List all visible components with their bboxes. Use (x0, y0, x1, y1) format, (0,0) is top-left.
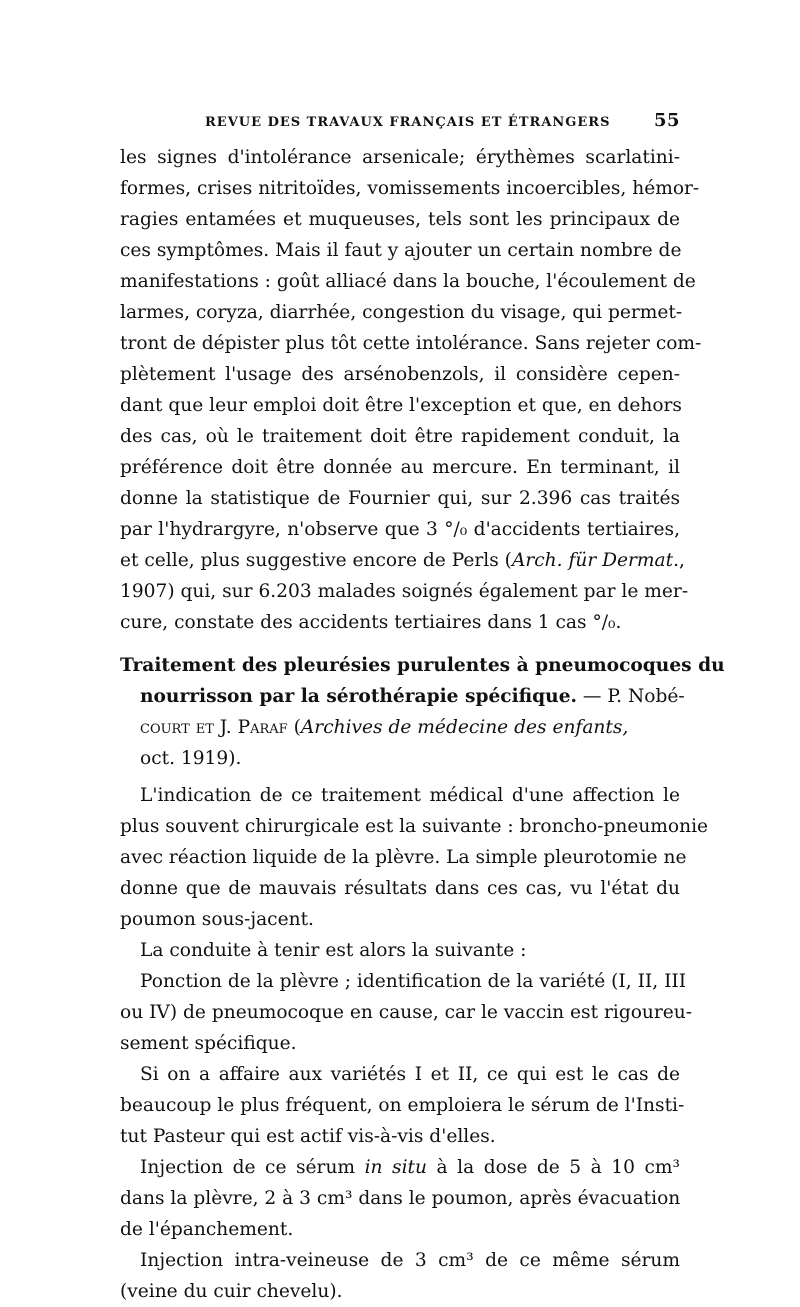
text-line: poumon sous-jacent. (120, 909, 314, 930)
text-line (120, 545, 685, 576)
text-line: Ponction de la plèvre ; identification de la variété (I, II, III (140, 971, 687, 992)
text-line: formes, crises nitritoïdes, vomissements incoercibles, hémor- (120, 178, 700, 199)
text-line: des cas, où le traitement doit être rapidement conduit, la (120, 426, 680, 447)
heading-segment: nourrisson par la sérothérapie spécifique. (140, 686, 577, 707)
text-line: préférence doit être donnée au mercure. En terminant, il (120, 457, 680, 478)
text-line: donne la statistique de Fournier qui, sur 2.396 cas traités (120, 488, 680, 509)
text-line: ou IV) de pneumocoque en cause, car le vaccin est rigoureu- (120, 1002, 693, 1023)
text-line: dant que leur emploi doit être l'exception et que, en dehors (120, 395, 682, 416)
text-line: tront de dépister plus tôt cette intolérance. Sans rejeter com- (120, 333, 702, 354)
journal-title: Arch. für Dermat. (511, 550, 680, 571)
text-segment: à la dose de 5 à 10 cm³ (426, 1157, 680, 1178)
text-line: tut Pasteur qui est actif vis-à-vis d'elles. (120, 1126, 496, 1147)
source-line (120, 712, 680, 743)
heading-line: Traitement des pleurésies purulentes à pneumocoques du (120, 655, 725, 676)
page-header (120, 110, 680, 142)
text-line: manifestations : goût alliacé dans la bouche, l'écoulement de (120, 271, 696, 292)
paragraph-puncture (120, 966, 693, 1059)
text-line: 1907) qui, sur 6.203 malades soignés également par le mer- (120, 581, 689, 602)
paragraph-varieties (120, 1059, 685, 1152)
author-segment: — P. Nobé- (577, 686, 685, 707)
page (120, 110, 725, 1307)
paragraph-arsenical-intolerance (120, 142, 702, 638)
text-line: donne que de mauvais résultats dans ces cas, vu l'état du (120, 878, 680, 899)
text-line: dans la plèvre, 2 à 3 cm³ dans le poumon, après évacuation (120, 1188, 681, 1209)
text-line: ces symptômes. Mais il faut y ajouter un certain nombre de (120, 240, 682, 261)
text-line: (veine du cuir chevelu). (120, 1281, 343, 1302)
text-line: L'indication de ce traitement médical d'une affection le (140, 785, 680, 806)
paragraph-indication (120, 780, 709, 935)
running-title: REVUE DES TRAVAUX FRANÇAIS ET ÉTRANGERS (205, 115, 611, 130)
text-segment: et celle, plus suggestive encore de Perls ( (120, 550, 512, 571)
text-line: Injection intra-veineuse de 3 cm³ de ce même sérum (140, 1250, 680, 1271)
text-line: beaucoup le plus fréquent, on emploiera le sérum de l'Insti- (120, 1095, 685, 1116)
text-line: les signes d'intolérance arsenicale; érythèmes scarlatini- (120, 147, 680, 168)
text-segment: Injection de ce sérum (140, 1157, 365, 1178)
text-line: cure, constate des accidents tertiaires dans 1 cas °/₀. (120, 612, 622, 633)
source-journal: Archives de médecine des enfants, (300, 717, 629, 738)
text-segment: ( (287, 717, 301, 738)
paragraph-injection-in-situ (120, 1152, 680, 1245)
text-line: La conduite à tenir est alors la suivante : (140, 940, 527, 961)
paragraph-injection-iv (120, 1245, 680, 1307)
page-number: 55 (653, 110, 680, 131)
latin-term: in situ (364, 1157, 427, 1178)
section-heading (120, 650, 725, 774)
heading-line (120, 681, 685, 712)
text-line: de l'épanchement. (120, 1219, 294, 1240)
text-line: par l'hydrargyre, n'observe que 3 °/₀ d'accidents tertiaires, (120, 519, 680, 540)
text-line: avec réaction liquide de la plèvre. La simple pleurotomie ne (120, 847, 687, 868)
text-segment: , (679, 550, 685, 571)
text-line: plètement l'usage des arsénobenzols, il considère cepen- (120, 364, 680, 385)
text-line: plus souvent chirurgicale est la suivante : broncho-pneumonie (120, 816, 709, 837)
text-line: larmes, coryza, diarrhée, congestion du visage, qui permet- (120, 302, 683, 323)
source-date: oct. 1919). (140, 748, 242, 769)
text-line: Si on a affaire aux variétés I et II, ce qui est le cas de (140, 1064, 680, 1085)
authors: court et J. Paraf (140, 717, 288, 738)
paragraph-procedure-intro (120, 935, 680, 966)
text-line: sement spécifique. (120, 1033, 297, 1054)
text-line (120, 1152, 680, 1183)
text-line: ragies entamées et muqueuses, tels sont les principaux de (120, 209, 680, 230)
